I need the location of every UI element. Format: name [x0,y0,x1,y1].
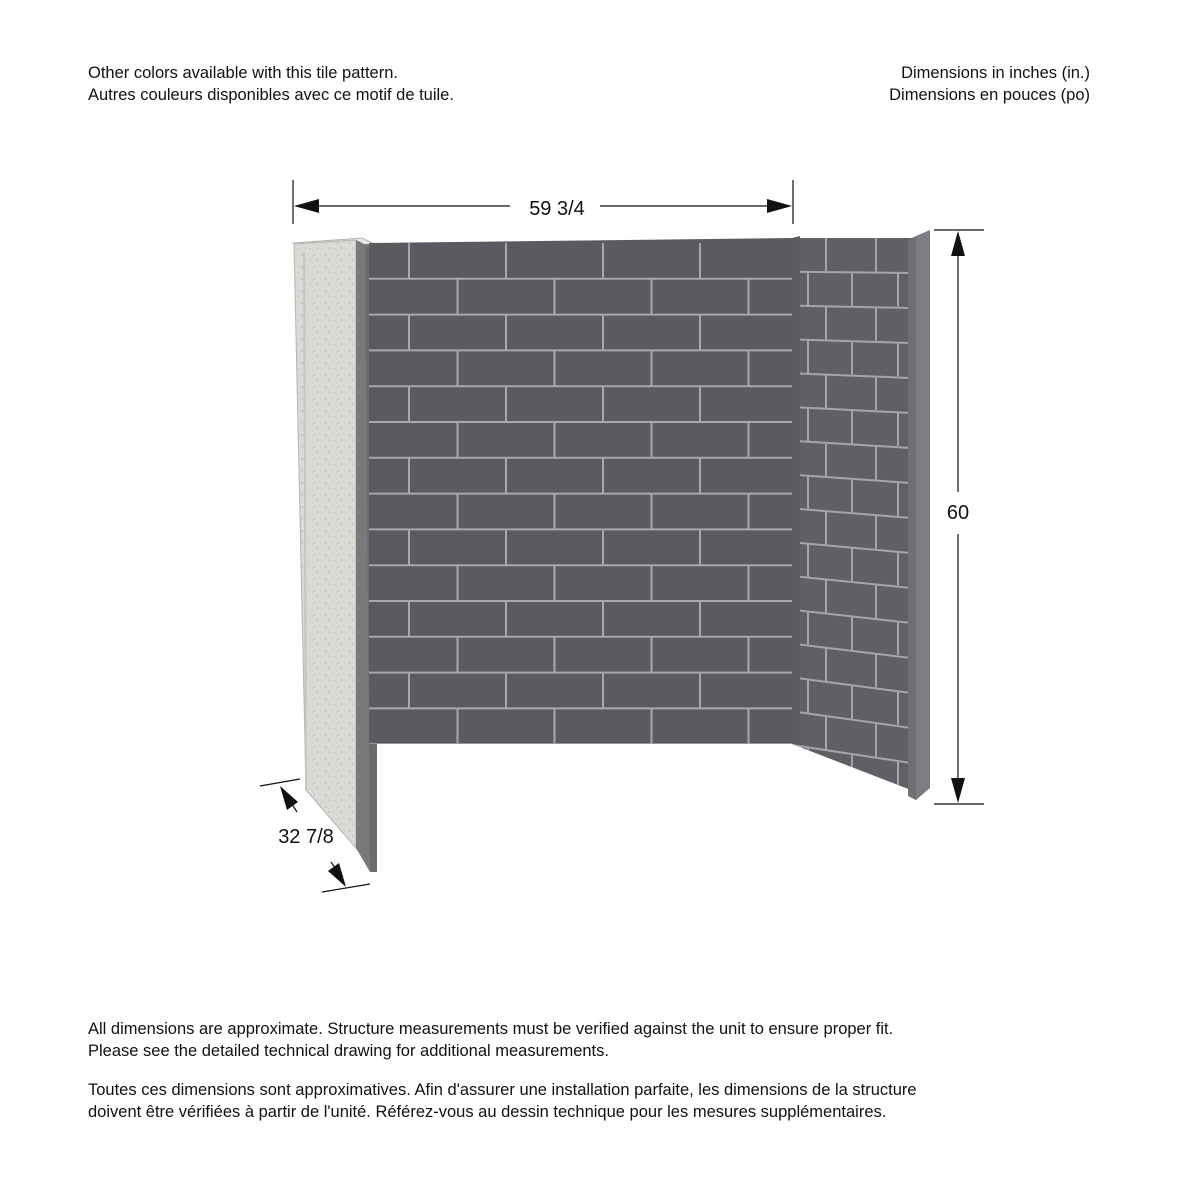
width-label: 59 3/4 [529,198,585,220]
arrowhead-down-icon [951,778,965,803]
disclaimer-fr [88,1079,1098,1123]
arrowhead-left-icon [294,199,319,213]
depth-label: 32 7/8 [278,826,334,848]
arrowhead-right-icon [767,199,792,213]
right-wall [792,230,930,800]
disclaimer [88,1018,1098,1140]
arrowhead-up-icon [951,231,965,256]
disclaimer-en-line2: Please see the detailed technical drawing for additional measurements. [88,1042,609,1060]
disclaimer-fr-line2: doivent être vérifiées à partir de l'unité. Référez-vous au dessin technique pour les mesures supplémentaires. [88,1103,887,1121]
units-note-fr: Dimensions en pouces (po) [889,86,1090,104]
disclaimer-fr-line1: Toutes ces dimensions sont approximatives. Afin d'assurer une installation parfaite, les dimensions de la structure [88,1081,917,1099]
width-dimension [293,180,793,224]
arrowhead-depth-bottom-icon [328,863,346,887]
back-wall [369,238,792,780]
units-note-en: Dimensions in inches (in.) [901,64,1090,82]
colors-note-en: Other colors available with this tile pattern. [88,64,398,82]
disclaimer-en [88,1018,1098,1062]
height-dimension [934,230,984,804]
left-end-panel [293,238,377,872]
disclaimer-en-line1: All dimensions are approximate. Structure measurements must be verified against the unit to ensure proper fit. [88,1020,894,1038]
height-label: 60 [946,502,970,524]
colors-note-fr: Autres couleurs disponibles avec ce motif de tuile. [88,86,454,104]
arrowhead-depth-top-icon [280,786,298,810]
